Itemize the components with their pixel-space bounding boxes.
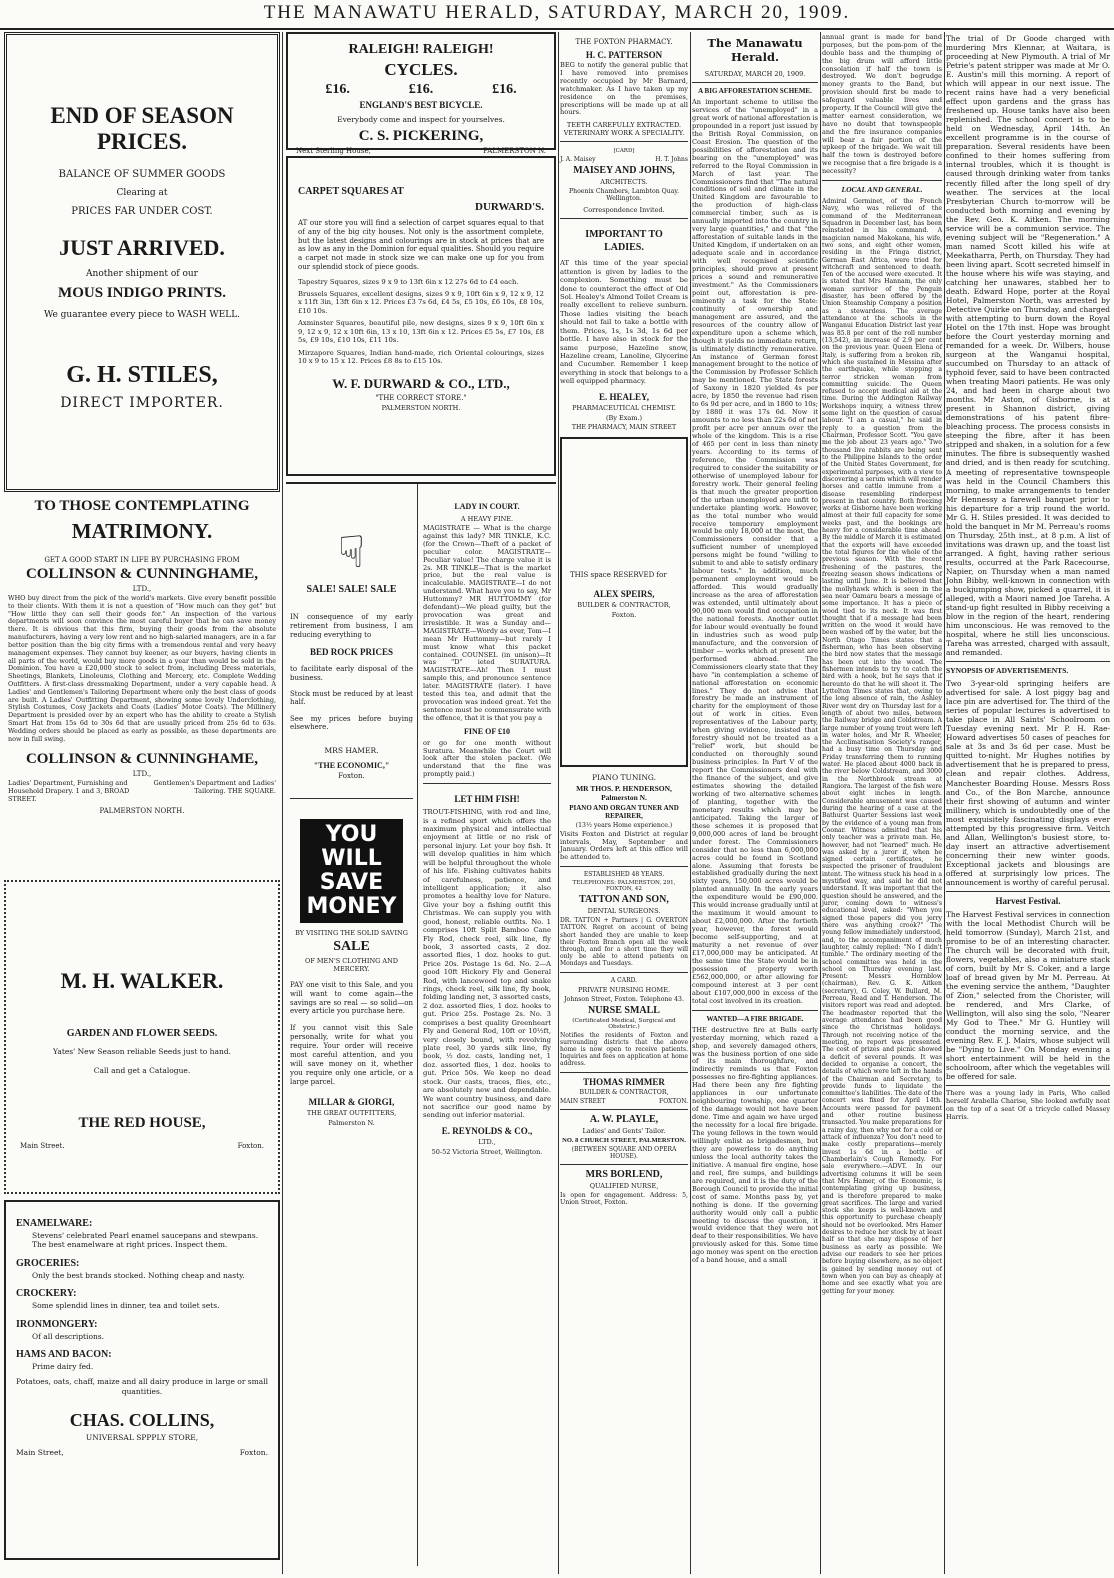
ad-body: DR. TATTON + Partners | G. OVERTON TATTON. Regret on account of being short handed they are unable to keep their Foxton Branch open all the week through, and for a short time they will only be able to attend patients on Mondays and Tuesdays. [560,917,688,968]
ad-text: PALMERSTON NORTH. [381,403,461,412]
ad-headline: PIANO TUNING. [591,772,657,782]
ad-text: (By Exam.) [605,413,643,422]
pickering-advert [286,32,556,155]
ad-body: Is open for engagement. Address: 5, Union Street, Foxton. [560,1191,688,1206]
ad-text: TEETH CAREFULLY EXTRACTED. VETERINARY WORK A SPECIALITY. [563,121,685,138]
ad-text: PIANO AND ORGAN TUNER AND REPAIRER, [569,803,679,820]
department-text: Some splendid lines in dinner, tea and toilet sets. [32,1301,220,1311]
ad-text: THE GREAT OUTFITTERS, [306,1109,397,1118]
article-body: There was a young lady in Paris, Who called herself Arabella Charise, She looked awfully neat on the top of a seat Of a tricycle called Massey Harris. [946,1089,1110,1121]
address: THE PHARMACY, MAIN STREET [571,423,677,431]
article-headline: WANTED—A FIRE BRIGADE. [706,1014,804,1023]
department-text: Only the best brands stocked. Nothing cheap and nasty. [32,1270,245,1280]
column-4 [692,32,818,1574]
article-body: The Harvest Festival services in connection with the local Methodist Church will be held tomorrow (Sunday), March 21st, and promise to be of an interesting character. The church will be decorated with fruit, flowers, vegetables, also a miniature stack of corn, built by Mr S. Coker, and a large loaf of bread given by Mr M. Perreau. At the evening service the anthem, "Daughter of Zion," selected from the Chorister, will be rendered, and Mrs Clarke, of Wellington, will also sing the solo, "Nearer My God to Thee." Mr G. Huntley will conduct the morning service, and the evening Rev. F. J. Mairs, whose subject will be "Dying to Live." On Monday evening a short entertainment will be held in the schoolroom, after which the vegetables will be offered for sale. [946,909,1110,1082]
ad-text: OF MEN'S CLOTHING AND MERCERY. [304,956,399,973]
article-body: annual grant is made for band purposes, but the pom-pom of the double bass and the thumping of the big drum will afford little consolation if half the town is destroyed. We don't begrudge money grants to the Band, but provision should first be made to safeguard valuable lives and property. If the Council will give the matter earnest consideration, we have no doubt that townspeople and the fire insurance companies will bear a fair portion of the upkeep of the brigade. We wait till half the town is destroyed before we recognise that a fire brigade is a necessity? [822,33,942,176]
ad-text: DENTAL SURGEONS. [587,907,661,916]
article-body: or go for one month without Suratura. Meanwhile the Court will look after the stolen packet. (We understand that the fine was promptly paid.) [423,738,551,779]
address: Phoenix Chambers, Lambton Quay. Wellington. [568,188,680,203]
ad-headline: MATRIMONY. [71,519,213,543]
ad-headline: END OF SEASON PRICES. [50,103,234,154]
column-5 [822,32,942,1574]
ad-text: Ladies' and Gents' Tailor. [582,1126,666,1135]
town: Foxton. [239,1448,268,1457]
advertiser-name: COLLINSON & CUNNINGHAME, [25,566,259,582]
divider [560,218,688,219]
department-right: Gentlemen's Department and Ladies' Tailoring. THE SQUARE. [153,779,276,796]
department-heading: CROCKERY: [16,1288,77,1300]
address: Next Sterling House, [296,147,371,155]
advertiser-name: COLLINSON & CUNNINGHAME, [25,751,259,768]
divider [560,1072,688,1073]
divider [946,1085,1110,1086]
advertiser-name: G. H. STILES, [66,362,218,388]
ad-body: Visits Foxton and District at regular intervals, May, September and January. Orders left at this office will be attended to. [560,829,688,862]
banner-word: MONEY [306,893,397,919]
paper-title: The Manawatu Herald. [707,36,803,64]
ad-text: Potatoes, oats, chaff, maize and all dairy produce in large or small quantities. [16,1377,269,1396]
ad-headline: DURWARD'S. [475,201,544,213]
divider [560,972,688,973]
department-heading: ENAMELWARE: [16,1218,93,1229]
address: 50-52 Victoria Street, Wellington. [431,1147,543,1156]
advertiser-name: CHAS. COLLINS, [69,1410,215,1430]
divider [822,180,942,181]
advertiser-name: M. H. WALKER. [60,968,224,993]
store-name: UNIVERSAL SPPPLY STORE, [85,1433,199,1442]
divider [560,1164,688,1165]
section-heading: LOCAL AND GENERAL. [841,185,923,195]
ad-headline: RALEIGH! RALEIGH! [348,42,494,57]
ad-text: GET A GOOD START IN LIFE BY PURCHASING FROM [44,556,240,564]
advertiser-name: MRS BORLEND, [585,1168,663,1180]
ad-headline: TO THOSE CONTEMPLATING [34,498,250,514]
shop-name: "THE ECONOMIC," [313,760,390,770]
department-heading: IRONMONGERY: [16,1318,98,1330]
column-rule [558,32,559,1574]
ad-text: TELEPHONES: PALMERSTON, 291, FOXTON, 42 [572,880,676,893]
ad-text: (13½ years Home experience.) [575,821,673,829]
advertiser-name: A. W. PLAYLE, [589,1113,659,1125]
ad-body: IN consequence of my early retirement from business, I am reducing everything to [290,613,413,639]
sale-column [286,484,418,1566]
ad-text: (Certificated Medical, Surgical and Obstetric.) [572,1017,676,1030]
ad-text: "THE CORRECT STORE." [375,393,467,402]
collinson-advert [4,498,280,880]
ad-text: BED ROCK PRICES [309,647,393,658]
court-column [418,484,556,1566]
street: MAIN STREET [560,1097,606,1105]
divider [692,82,818,83]
town: Foxton. [237,1142,264,1150]
ad-text: PALMERSTON NORTH. [99,806,185,815]
column-3 [560,32,688,1574]
advertiser-name: C. S. PICKERING, [358,128,484,144]
ad-text: LTD., [132,585,152,593]
walker-advert [4,880,280,1194]
article-body: TROUT-FISHING, with rod and line, is a refined sport which offers the maximum physical and intellectual enjoyment at little or no risk of personal injury. Let your boy fish. It will develop qualities in him which will be helpful throughout the whole of his life. Fishing cultivates habits of carefulness, patience, and intelligent application; it also promotes a healthy love for Nature. Give your boy a fishing outfit this Christmas. We can supply you with good, honest, reliable outfits. No. 1 comprises 10ft Split Bamboo Cane Fly Rod, check reel, silk line, fly book, 3 assorted casts, 2 doz. assorted flies, 1 doz. hooks to gut. Price 20s. Postage 1s 6d. No. 2—A good 10ft Hickory Fly and General Rod, with lancewood top and snake rings, check reel, silk line, fly book, folding landing net, 3 assorted casts, 2 doz. assorted flies, 1 doz. hooks to gut. Price 25s. Postage 2s. No. 3 comprises a best quality Greenheart Fly and General Rod, 10ft or 10½ft, very closely bound, with revolving plate reel, 30 yards silk line, fly book, ½ doz. casts, landing net, 1 doz. assorted flies, 1 doz. hooks to gut. Price 50s. We keep no dead stock. Our casts, traces, flies, etc., are absolutely new and dependable. We want country business, and dare not sacrifice our good name by sending out inferior material. [423,808,551,1120]
advertiser-title: DIRECT IMPORTER. [60,395,224,411]
article-headline: LET HIM FISH! [454,794,520,805]
ad-text: Everybody come and inspect for yourselves. [337,115,505,124]
department-left: Ladies' Department, Furnishing and Household Drapery. 1 and 3, BROAD STREET. [8,779,130,804]
list-item: Mirzapore Squares, Indian hand-made, rich Oriental colourings, sizes 10 x 9 to 15 x 12. Prices £8 8s to £15 10s. [298,348,544,366]
ad-body: See my prices before buying elsewhere. [290,714,413,732]
banner-word: SAVE [319,869,384,895]
address: PALMERSTON N. [483,147,546,155]
column-2 [286,32,556,1574]
ad-text: Yates' New Season reliable Seeds just to hand. [52,1047,231,1056]
address: Johnson Street, Foxton. Telephone 43. [564,995,684,1003]
divider [290,798,413,799]
ad-text: ENGLAND'S BEST BICYCLE. [359,100,483,110]
ad-text: Correspondence Invited. [583,206,665,215]
ad-text: LTD., [132,770,152,779]
ad-body: to facilitate early disposal of the business. [290,665,413,682]
article-body: The trial of Dr Goode charged with murdering Mrs Klennar, at Waitara, is proceeding at New Plymouth. A trial of Mr Petrie's patent stripper was made at Mr O. E. Austin's mill this morning. A report of which will appear in our next issue. The recent rains have had a very beneficial effect upon gardens and the grass has freshened up. House tanks have also been replenished. The school concert is to be held on Wednesday, April 14th. An excellent programme is in the course of preparation. Several residents have been confined to their homes suffering from internal troubles, which it is thought is caused through drinking water from tanks recently filled after the long spell of dry weather. The services at the local Presbyterian Church to-morrow will be conducted both morning and evening by the Rev. Geo. K. Aitken. The morning service will be a communion service. The evening subject will be "Regeneration." A man named Scott killed his wife at Meekatharra, Perth, on Thursday. They had been living apart. Scott secreted himself in the house where his wife was staying, and catching her unawares, stabbed her to death. Edward Hope, porter at the Royal Hotel, Palmerston North, was arrested by Detective Quirke on Thursday, and charged with attempting to burn down the Royal Hotel on the 17th inst. Hope was brought before the Court yesterday morning and remanded for a week. Dr. Wilbers, house surgeon at the Wanganui hospital, succumbed on Thursday to an attack of typhoid fever, said to have been contracted when treating Maori patients. He was only 24, and had been in charge about two months. Mr Aston, of Gisborne, is at present in Shannon district, giving demonstrations of his patent fibre-bleaching process. The process consists in steeping the fibre, after it has been stripped and shaken, in a solution for a few minutes. The fibre is subsequently washed and dried, and is then ready for scutching. A meeting of representative townspeople was held in the Council Chambers this morning, to make arrangements to tender Mr Hennessy a farewell banquet prior to his departure for a trip round the world. Mr G. H. Stiles presided. It was decided to hold the banquet in Mr M. Perreau's rooms on Thursday, 25th inst., at 8 p.m. A list of invitations was drawn up, and the toast list arranged. A fight, having rather serious results, occurred at the Park Racecourse, Napier, on Thursday when a man named John Bibby, well-known in connection with a buckjumping show, picked a quarrel, it is alleged, with a Maori named Joe Tareha. A stand-up fight resulted in Bibby receiving a blow in the region of the heart, rendering him unconscious. He was removed to the hospital, where he still lies unconscious. Tareha was arrested, charged with assault, and remanded. [946,34,1110,658]
ad-text: GARDEN AND FLOWER SEEDS. [66,1028,218,1039]
article-body: THE destructive fire at Bulls early yesterday morning, which razed a shop, and severely damaged others, was the business portion of one side of its main thoroughfare, and indirectly reminds us that Foxton possesses no fire-fighting appliances. Had there been any fire fighting appliances in our unfortunate neighbouring township, one quarter of the damage would not have been done. Time and again we have urged the necessity for a local fire brigade. The young fellows in the town would willingly enlist as brigadesmen, but they are powerless to do anything unless the local authority takes the initiative. A manual fire engine, hose and reel, fire sumps, and buildings are required, and it is the duty of the Borough Council to provide the initial cost of same. Months pass by, yet nothing is done. If the governing authority would only call a public meeting to discuss the question, it would evidence that they were not deaf to their responsibilities. We have previously asked for this. Some time ago money was spent on the erection of a band house, and a small [692,1025,818,1265]
partner-name: J. A. Maisey [560,156,596,164]
ad-text: BALANCE OF SUMMER GOODS [58,169,226,180]
section-heading: SYNOPSIS OF ADVERTISEMENTS. [946,666,1069,676]
ad-text: QUALIFIED NURSE, [589,1181,659,1190]
town: FOXTON. [659,1097,688,1105]
town: Foxton. [338,771,365,780]
advertiser-name: W. F. DURWARD & CO., LTD., [332,375,510,391]
ad-text: BUILDER & CONTRACTOR, [579,1088,669,1096]
ad-text: PRIVATE NURSING HOME. [577,985,671,994]
street: Main Street, [16,1448,64,1457]
ad-headline: IMPORTANT TO [585,229,663,241]
advertiser-name: MR THOS. P. HENDERSON, Palmerston N. [576,783,672,802]
ad-text: LTD., [478,1137,496,1146]
collins-advert [4,1200,280,1560]
divider [560,1109,688,1110]
article-body: An important scheme to utilise the services of the "unemployed" in a great work of national afforestation is propounded in a report just issued by the British Royal Commission, on Coast Erosion. The question of the possibilities of afforestation and its bearing on the "unemployed" was referred to the Royal Commission in March of last year. The Commissioners find that "The natural conditions of soil and climate in the United Kingdom are favourable to the production of high-class commercial timber, such as is annually imported into the country in very large quantities," and that "the afforestation of suitable lands in the United Kingdom, if undertaken on an adequate scale and in accordance with well recognised scientific principles, should prove at present prices a sound and remunerative investment." As the Commissioners point out, afforestation is pre-eminently a task for the State: continuity of ownership and management are assured, and the resources of the country allow of expenditure upon a scheme which, though it yields no immediate return, is ultimately distinctly remunerative. An instance of German forest management brought to the notice of the Commission by Professor Schlich may be mentioned. The State forests of Saxony in 1820 yielded 4s per acre, by 1850 the revenue had risen to 6s 9d per acre, and in 1860 to 10s; by 1880 it was 17s 6d. Now it amounts to no less than 22s 6d of net profit per acre per annum over the whole of the kingdom. This is a rise of 465 per cent in less than ninety years. According to its terms of reference, the Commission was required to consider the suitability or otherwise of unemployed labour for forestry work. Their general feeling is that much the greater proportion of the urban unemployed are unfit to undertake planting work. However, as the total number who would receive temporary employment would be only 18,000 at the most, the Commissioners consider that a sufficient number of unemployed persons might be found "willing to submit to and able to satisfy ordinary labour tests." In addition, much permanent employment would be afforded. This would gradually increase as the area of afforestation was extended, until ultimately about 90,000 men would find occupation in the national forests. Another outlet for labour would eventually be found in industries such as wood pulp manufacture, and the conversion of timber — works which at present are performed abroad. The Commissioners clearly state that they have "in contemplation a scheme of national afforestation on economic lines." They do not advise that forestry be made an instrument of charity for the employment of those out of work in cities. Even representatives of the Labour party, when giving evidence, insisted that forestry should not be treated as a "relief" work, but should be conducted on thoroughly sound business principles. In Part V of the report the Commissioners deal with the finance of the subject, and give estimates showing the detailed working of two alternative schemes of planting, together with the monetary results which may be anticipated. Taking the larger of these schemes it is proposed that 9,000,000 acres of land be brought under forest. The Commissioners consider that no less than 6,000,000 acres could be found in Scotland alone. Assuming that forests be established gradually during the next sixty years, 150,000 acres would be planted annually. In the early years the expenditure would be £90,000. This would increase gradually until at the maximum it would amount to about £2,000,000. After the fortieth year, however, the forest would become self-supporting, and at maturity a net revenue of over £17,000,000 may be anticipated. At the same time the State would be in possession of property worth £562,000,000, or after allowing for compound interest at 3 per cent about £107,000,000 in excess of the total cost involved in its creation. [692,98,818,1005]
town: Palmerston N. [328,1119,375,1128]
ad-text: PRICES FAR UNDER COST. [71,206,213,217]
price: £16. [492,82,517,97]
ad-headline: LADIES. [604,242,644,254]
ad-body: AT our store you will find a selection of carpet squares equal to that of any of the big city houses. Not only is the assortment complete, but the latest designs and colourings are in stock at prices that are as low as any in the Dominion for equal qualities. Should you require a carpet not made in stock size we can make one up for you from our splendid stock of piece goods. [298,219,544,271]
ad-text: BY VISITING THE SOLID SAVING [295,928,408,937]
article-headline: A BIG AFFORESTATION SCHEME. [698,87,812,95]
ad-text: Another shipment of our [86,269,198,279]
divider [423,783,551,784]
article-body: Two 3-year-old springing heifers are advertised for sale. A lost piggy bag and lace pin are advertised for. The third of the series of popular lectures is advertised to take place in All Saints' Schoolroom on Tuesday evening next. Mr P. H. Rae-Howard advertises 50 cases of peaches for sale at 3s and 3s 6d per case. Must be quitted to-night. Mr Hughes notifies by advertisement that he is prepared to press, clean and repair clothes. Address, Manchester Boarding House. Messrs Ross and Co., of the Bon Marche, announce their first showing of autumn and winter millinery, which is undoubtedly one of the most exquisitely fascinating displays ever attempted by this progressive firm. Veitch and Allan, Wellington's busiest store, to-day insert an attractive advertisement concerning their new winter goods. Exceptional jackets and blousings are offered at surprisingly low prices. The announcement is worthy of careful perusal. [946,679,1110,887]
ad-body: Notifies the residents of Foxton and surrounding districts that the above home is now open to receive patients. Inquiries and fees on application at home address. [560,1031,688,1068]
section-heading: Harvest Festival. [995,895,1061,906]
divider [560,141,688,142]
banner-word: YOU [325,821,378,847]
ad-text: BUILDER & CONTRACTOR, [577,600,671,609]
advertiser-name: E. REYNOLDS & CO., [441,1125,533,1136]
card-label: A CARD. [610,976,638,984]
advertiser-name: MRS HAMER. [324,745,379,755]
ad-headline: THE FOXTON PHARMACY. [575,38,673,46]
durward-advert [286,156,556,476]
department-text: Stevens' celebrated Pearl enamel saucepans and stewpans. The best enamelware at right prices. Inspect them. [32,1231,259,1250]
ad-headline: CYCLES. [384,60,458,79]
advertiser-name: TATTON AND SON, [579,894,669,906]
price: £16. [325,82,350,97]
speirs-advert [560,437,688,767]
divider [692,1010,818,1011]
ad-headline: SALE! SALE! SALE [306,584,397,595]
article-text: FINE OF £10 [464,726,510,736]
lower-block [286,482,556,1566]
you-will-save-money-banner [300,819,403,923]
divider [946,891,1110,892]
department-heading: HAMS AND BACON: [16,1348,112,1360]
advertiser-name: MAISEY AND JOHNS, [573,165,675,177]
advertiser-name: NURSE SMALL [588,1004,660,1016]
column-rule [282,32,283,1574]
advertiser-name: ALEX SPEIRS, [593,588,655,599]
advertiser-name: E. HEALEY, [599,391,649,402]
advertiser-name: MILLAR & GIORGI, [308,1097,395,1108]
article-body: MAGISTRATE — What is the charge against this lady? MR TINKLE, K.C. (for the Crown—Theft of a packet of peculiar color. MAGISTRATE—Peculiar value! The charge value it is 2s. MR TINKLE—That is the market price, but the real value is incalculable. MAGISTRATE—I do not understand. What have you to say, Mr Huttommy? MR HUTTOMMY (for defendant)—We plead guilty, but the provocation was great and irresistible. It was a Sunday and— MAGISTRATE—Wordy as ever, Tom—I mean Mr Huttommy—but rarely I must know what this packet contained. COUNSEL (in unison)—It was "D" ieted SURATURA. MAGISTRATE—Ah! Then I must sample this, and pronounce sentence later. MAGISTRATE (later). I have tested this tea, and admit that the provocation was indeed great. Yet the sentence must be commensurate with the offence, that it is that you pay a [423,524,551,722]
card-label: [CARD] [613,148,635,155]
masthead: THE MANAWATU HERALD, SATURDAY, MARCH 20, 1909. [0,2,1114,30]
column-6 [946,32,1110,1574]
list-item: Tapestry Squares, sizes 9 x 9 to 13ft 6in x 12 27s 6d to £4 each. [298,277,519,286]
article-subhead: A HEAVY FINE. [460,515,514,523]
advertiser-name: THOMAS RIMMER [583,1076,665,1087]
department-text: Of all descriptions. [32,1331,105,1341]
banner-word: WILL [321,845,382,871]
street: Main Street. [20,1142,65,1150]
ad-text: We guarantee every piece to WASH WELL. [43,310,241,320]
list-item: Brussels Squares, excellent designs, sizes 9 x 9, 10ft 6in x 9, 12 x 9, 12 x 11ft 3in, 13ft 6in x 12. Prices £3 7s 6d, £4 5s, £5 10s, £6 10s, £8 10s, £10 10s. [298,289,544,315]
partner-name: H. T. Johns [655,156,688,164]
ad-text: ESTABLISHED 48 YEARS. [583,871,665,879]
divider [946,661,1110,662]
ad-headline: JUST ARRIVED. [59,235,225,260]
ad-body: WHO buy direct from the pick of the world's markets. Give every benefit possible to their clients. With them it is not a question of "How much can they get" but "How little they can sell their goods for." An inspection of the various departments will soon convince the most careful buyer that he can save money there. It is obvious that this firm, buying their goods from the absolute manufacturers, having a very low rent and no high-salaried managers, are in a far better position than the big city firms with a tremendous rental and very heavy management expenses. They cannot buy keener, as our buyers, having clients in all parts of the world, would buy more goods in a year than would be sold in the Dominion. You have a £20,000 stock to select from, including Dress materials, Sheetings, Blankets, Linoleums, Clothing and Mercery, etc. Complete Wedding Outfitters. A first-class dressmaking Department, under a very capable head. A Ladies' and Gentlemen's Tailoring Department where only the best class of goods are built. A Ladies' Outfitting Department, showing some lovely Underclothing, Stylish Costumes, Cosy Jackets and Coats (Ladies' Motor Coats). The Millinery Department is presided over by an expert who has the ability to create a Stylish Smart Hat from 15s 6d to 30s 6d that are usually priced from 25s 6d to 63s. Wedding orders should be placed as early as possible, as these departments are now in full swing. [8,594,276,743]
ad-text: (BETWEEN SQUARE AND OPERA HOUSE). [571,1145,677,1160]
shop-name: THE RED HOUSE, [78,1115,206,1131]
issue-date: SATURDAY, MARCH 20, 1909. [704,70,806,78]
price: £16. [408,82,434,97]
address: NO. 8 CHURCH STREET, PALMERSTON. [562,1136,686,1144]
divider [560,866,688,867]
ad-text: Clearing at [116,188,168,198]
ad-headline: CARPET SQUARES AT [298,186,404,197]
article-headline: LADY IN COURT. [454,502,520,511]
column-rule [690,32,691,1574]
ad-text: ARCHITECTS. [600,178,648,187]
ad-body: AT this time of the year special attention is given by ladies to the complexion. Something must be done to counteract the effect of Old Sol. Healey's Almond Toilet Cream is really excellent to relieve sunburn. Those ladies visiting the beach should not fail to take a bottle with them. Prices, 1s, 1s 3d, 1s 6d per bottle. I have also in stock for the same purpose, Hazeline snow, Hazeline cream, Lanoline, Glycerine and Cucumber. Remember I keep everything in stock that belongs to a well equipped pharmacy. [560,259,688,386]
ad-text: MOUS INDIGO PRINTS. [58,285,226,301]
durward-items [298,278,544,366]
pointing-hand-icon: ☟ [338,527,365,578]
stiles-advert [4,32,280,492]
ad-body: If you cannot visit this Sale personally, write for what you require. Your order will receive most careful attention, and you will save money on it, whether you require only one article, or a large parcel. [290,1024,413,1087]
column-1 [4,32,280,1574]
ad-headline: SALE [333,938,370,954]
list-item: Axminster Squares, beautiful pile, new designs, sizes 9 x 9, 10ft 6in x 9, 12 x 9, 12 x 10ft 6in, 13 x 10, 13ft 6in x 12. Prices £5 5s, £7 10s, £8 5s, £9 10s, £10 10s, £11 10s. [298,319,544,345]
advertiser-name: H. C. PATTERSON [585,50,663,60]
ad-text: THIS space RESERVED for [570,570,667,579]
department-text: Prime dairy fed. [32,1361,94,1371]
article-body: Admiral Germinet, of the French Navy, who was relieved of the command of the Mediterranean Squadron in December last, has been reinstated in his command. A magician named Makokana, his wife, two sons, and eight other women, residing in the Fringa district, German East Africa, were tried for witchcraft and sentenced to death. Ten of the accused were executed. It is stated that Mrs Hannam, the only woman survivor of the Penguin disaster, has been offered by the Union Steamship Company a position as a stewardess. The average attendance at the schools in the Wanganui Education District last year was 85.8 per cent of the roll number (13,542), an increase of 2.9 per cent on the previous year. Queen Elena of Italy, is suffering from a broken rib, which she sustained in Messina after the earthquake, while stopping a terror stricken woman from committing suicide. The Queen refused to accept medical aid at the time. During the Addington Railway Workshops inquiry, a witness threw some light on the question of casual labour. "I am a casual," he said in reply to a question from the Chairman, Professor Scott. "You gave me the job about 23 years ago." Two thousand live rabbits are being sent to the Philippine Islands to the order of the United States Government, for experimental purposes, with a view to discovering a serum which will render horses and cattle immune from a disease resembling rinderpest present in that country. Both freezing works at Gisborne have been working almost at their full capacity for some weeks past, and the bookings are heavy for a considerable time ahead. By the middle of March it is estimated that the exports will have exceeded the total figures for the whole of the previous season. With the recent freshening of the pastures, the freezing season shows indications of lasting until June. It is believed that the mollyhawk which is seen in the sea near Oamaru bears a message of some importance. It has a piece of wood tied to its neck. It was first thought that if a message had been written on the wood it would have been washed off by the water, but the North Otago Times states that a fisherman, who has been observing the bird now states that the message has been cut into the wood. The fishermen intends to try to catch the bird with a hook, but he says that if hereunto do that he will shoot it. The Lyttelton Times states that, owing to the long absence of rain, the Ashley River went dry on Thursday last for a length of about two miles, between the Railway bridge and Coldstream. A large number of young trout were left in water holes, and Mr R. Wheeler, the Acclimatisation Society's ranger, had a busy time on Thursday and Friday transferring them to running water. He placed about 4000 back in the river below Coldstream, and 3000 in the Northbrook stream at Rangiora. The largest of the fish were about eight inches in length. Considerable amusement was caused during the hearing of a case at the Bathurst Quarter Sessions last week by the evidence of a young man from Coonar. Witness admitted that his only teacher was a private man. He, however, had not "learned" much. He was asked by a juror if, when he signed certain certificates, he suspected the prisoner of fraudulent intent. The witness stuck his head in a mystified way, and said he did not understand. It was important that the question should be answered, and the juror, coming down to witness's educational level, asked: "When you signed those papers did you jerry there was anything crook?" The young fellow immediately understood, and, to the accompaniment of much laughter, calmly replied: "No I didn't tumble." The ordinary meeting of the school committee was held in the school on Thursday evening last. Present: Messrs Hornblow (chairman), Rev. G. K. Aitken (secretary), G. Coley, W. Bullard, M. Perreau, Read and T. Henderson. The visitors report was read and adopted. The headmaster reported that the average attendance had been good since the Christmas holidays. Through not receiving notice of the meeting, no report was presented. The cost of prizes and picnic showed a deficit of several pounds. It was decided to organise a concert, the details of which were left in the hands of the Chairman and Secretary, to provide funds to liquidate the committee's liabilities. The date of the concert was fixed for April 14th. Accounts were passed for payment and other routine business transacted. You make preparations for a rainy day, then why not for a cold or attack of influenza? You don't need to make costly preparations—merely invest 1s 6d in a bottle of Chamberlain's Cough Remedy. For sale everywhere.—ADVT. In our advertising columns it will be seen that Mrs Hamer, of the Economic, is contemplating giving up business, and is therefore prepared to make great sacrifices. The large and varied stock she keeps is well-known and this opportunity to purchase cheaply should not be overlooked. Mrs Hamer desires to reduce her stock by at least half so that she may dispose of her business as early as possible. We advise our readers to see her prices before buying elsewhere, as no object is gained by sending money out of town when you can buy as cheaply at home and see exactly what you are getting for your money. [822,198,942,1295]
ad-body: Stock must be reduced by at least half. [290,690,413,707]
ad-body: BEG to notify the general public that I have removed into premises recently occupied by Mr Barnard, watchmaker. As I have taken up my residence on the premises, prescriptions will be made up at all hours. [560,61,688,117]
column-rule [820,32,821,1574]
ad-text: PHARMACEUTICAL CHEMIST. [572,403,676,412]
department-heading: GROCERIES: [16,1257,80,1269]
column-rule [944,32,945,1574]
town: Foxton. [611,610,637,619]
collins-items [16,1218,268,1371]
ad-body: PAY one visit to this Sale, and you will want to come again—the savings are so real — so solid—on every article you purchase here. [290,980,413,1016]
ad-text: Call and get a Catalogue. [93,1066,191,1075]
